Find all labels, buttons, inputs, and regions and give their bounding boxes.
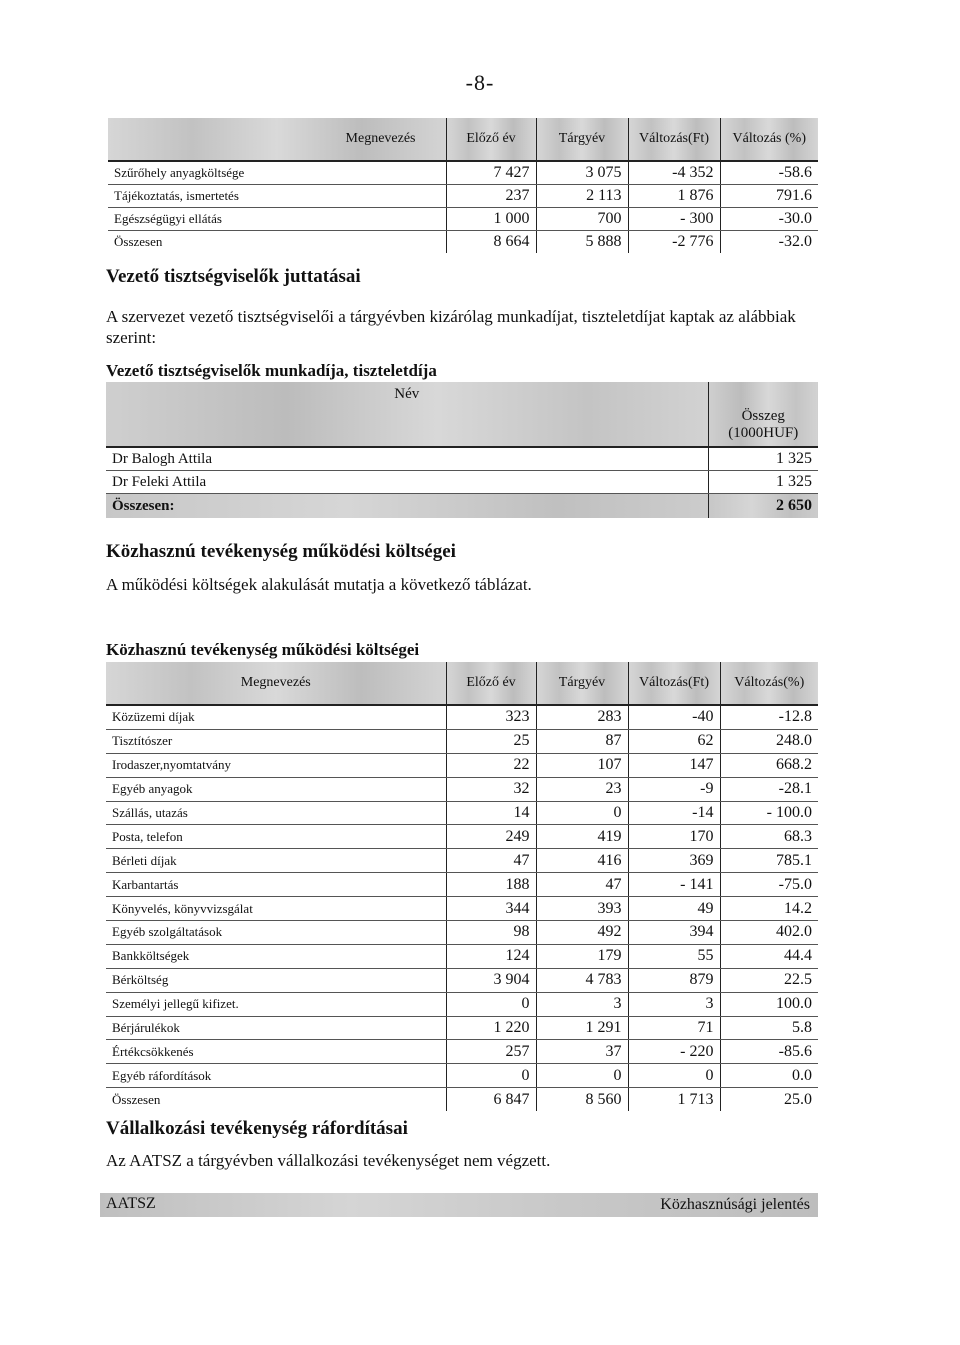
row-value: 402.0: [720, 921, 818, 945]
row-label: Bérköltség: [106, 968, 446, 992]
row-value: 188: [446, 873, 536, 897]
row-value: -58.6: [720, 161, 818, 185]
row-value: 68.3: [720, 825, 818, 849]
col-header-officer-name: Név: [106, 382, 708, 447]
row-value: 5.8: [720, 1016, 818, 1040]
row-value: 416: [536, 849, 628, 873]
business-heading: Vállalkozási tevékenység ráfordításai: [106, 1118, 408, 1139]
row-value: 369: [628, 849, 720, 873]
row-value: 4 783: [536, 968, 628, 992]
row-value: - 100.0: [720, 801, 818, 825]
row-value: 394: [628, 921, 720, 945]
table-row: [106, 825, 818, 849]
table-header-row: [106, 662, 818, 705]
total-value: 2 650: [708, 494, 818, 519]
table-row: [108, 231, 818, 254]
row-value: 1 000: [446, 208, 536, 231]
officers-paragraph: A szervezet vezető tisztségviselői a tárgyévben kizárólag munkadíjat, tiszteletdíjat kaptak az alábbiak szerint:: [106, 307, 796, 347]
table-row: [106, 777, 818, 801]
row-label: Könyvelés, könyvvizsgálat: [106, 897, 446, 921]
row-value: 107: [536, 753, 628, 777]
row-value: 1 713: [628, 1088, 720, 1111]
row-value: -28.1: [720, 777, 818, 801]
row-label: Értékcsökkenés: [106, 1040, 446, 1064]
col-header-current-year: Tárgyév: [536, 118, 628, 161]
row-value: 25: [446, 729, 536, 753]
row-value: -14: [628, 801, 720, 825]
row-value: -4 352: [628, 161, 720, 185]
row-value: 25.0: [720, 1088, 818, 1111]
col-header-prev-year: Előző év: [446, 662, 536, 705]
row-value: 323: [446, 705, 536, 729]
row-value: 22: [446, 753, 536, 777]
table-row: [106, 1088, 818, 1111]
row-value: 0: [536, 801, 628, 825]
row-value: 23: [536, 777, 628, 801]
row-value: 47: [536, 873, 628, 897]
row-value: 32: [446, 777, 536, 801]
col-header-name: Megnevezés: [106, 662, 446, 705]
row-value: 248.0: [720, 729, 818, 753]
row-label: Személyi jellegű kifizet.: [106, 992, 446, 1016]
row-value: 700: [536, 208, 628, 231]
row-value: 0: [628, 1064, 720, 1088]
row-value: 3 904: [446, 968, 536, 992]
table-row: [108, 185, 818, 208]
row-value: 100.0: [720, 992, 818, 1016]
row-label: Posta, telefon: [106, 825, 446, 849]
row-label: Szállás, utazás: [106, 801, 446, 825]
row-value: -85.6: [720, 1040, 818, 1064]
row-value: 179: [536, 944, 628, 968]
row-value: 237: [446, 185, 536, 208]
row-value: 1 291: [536, 1016, 628, 1040]
table-row: [106, 729, 818, 753]
table-row: [106, 944, 818, 968]
col-header-change-ft: Változás(Ft): [628, 662, 720, 705]
total-row: [106, 494, 818, 519]
col-header-change-ft: Változás(Ft): [628, 118, 720, 161]
row-value: -30.0: [720, 208, 818, 231]
screening-costs-table: [108, 118, 818, 253]
row-value: 22.5: [720, 968, 818, 992]
row-value: 2 113: [536, 185, 628, 208]
table-row: [108, 208, 818, 231]
row-value: 47: [446, 849, 536, 873]
table-row: [106, 897, 818, 921]
row-value: 6 847: [446, 1088, 536, 1111]
col-header-amount: Összeg (1000HUF): [708, 382, 818, 447]
row-value: 5 888: [536, 231, 628, 254]
table-row: [106, 1064, 818, 1088]
row-value: - 220: [628, 1040, 720, 1064]
row-value: 170: [628, 825, 720, 849]
row-value: 492: [536, 921, 628, 945]
costs-table-title: Közhasznú tevékenység működési költségei: [106, 640, 420, 659]
row-label: Irodaszer,nyomtatvány: [106, 753, 446, 777]
row-value: 1 220: [446, 1016, 536, 1040]
row-value: 37: [536, 1040, 628, 1064]
table-row: [106, 873, 818, 897]
col-header-prev-year: Előző év: [446, 118, 536, 161]
row-value: 257: [446, 1040, 536, 1064]
costs-paragraph: A működési költségek alakulását mutatja a következő táblázat.: [106, 575, 532, 594]
officers-table-title: Vezető tisztségviselők munkadíja, tiszteletdíja: [106, 361, 437, 380]
total-label: Összesen:: [106, 494, 708, 519]
row-value: 0: [446, 992, 536, 1016]
row-label: Közüzemi díjak: [106, 705, 446, 729]
row-value: 419: [536, 825, 628, 849]
table-row: [106, 1016, 818, 1040]
table-row: [106, 968, 818, 992]
row-value: -40: [628, 705, 720, 729]
row-value: 393: [536, 897, 628, 921]
officer-name: Dr Feleki Attila: [106, 471, 708, 494]
table-row: [106, 447, 818, 471]
row-label: Egyéb ráfordítások: [106, 1064, 446, 1088]
col-header-current-year: Tárgyév: [536, 662, 628, 705]
row-value: - 141: [628, 873, 720, 897]
row-label: Egészségügyi ellátás: [108, 208, 446, 231]
row-value: 3: [628, 992, 720, 1016]
row-label: Bérleti díjak: [106, 849, 446, 873]
row-value: -32.0: [720, 231, 818, 254]
page-number: -8-: [465, 70, 495, 95]
row-value: 124: [446, 944, 536, 968]
row-value: 8 560: [536, 1088, 628, 1111]
row-value: 0: [536, 1064, 628, 1088]
row-value: 3: [536, 992, 628, 1016]
col-header-change-pct: Változás (%): [720, 118, 818, 161]
row-value: 791.6: [720, 185, 818, 208]
table-row: [106, 705, 818, 729]
row-value: 98: [446, 921, 536, 945]
table-row: [106, 753, 818, 777]
row-label: Összesen: [114, 234, 163, 249]
row-value: - 300: [628, 208, 720, 231]
row-value: 7 427: [446, 161, 536, 185]
row-value: 62: [628, 729, 720, 753]
row-value: 0: [446, 1064, 536, 1088]
row-value: 14: [446, 801, 536, 825]
officers-fee-table: [106, 382, 818, 518]
row-value: -9: [628, 777, 720, 801]
row-value: -75.0: [720, 873, 818, 897]
page-footer: [100, 1193, 818, 1217]
business-paragraph: Az AATSZ a tárgyévben vállalkozási tevékenységet nem végzett.: [106, 1151, 551, 1170]
row-value: 785.1: [720, 849, 818, 873]
footer-org: AATSZ: [106, 1195, 156, 1212]
row-value: 249: [446, 825, 536, 849]
row-label: Szűrőhely anyagköltsége: [108, 161, 446, 185]
row-label: Karbantartás: [106, 873, 446, 897]
row-label: Bérjárulékok: [106, 1016, 446, 1040]
row-label: Összesen: [112, 1091, 161, 1107]
col-header-change-pct: Változás(%): [720, 662, 818, 705]
operating-costs-table: [106, 662, 818, 1111]
table-row: [108, 161, 818, 185]
officer-name: Dr Balogh Attila: [106, 447, 708, 471]
footer-report-title: Közhasznúsági jelentés: [660, 1196, 810, 1213]
row-value: 71: [628, 1016, 720, 1040]
officer-amount: 1 325: [708, 447, 818, 471]
row-value: 668.2: [720, 753, 818, 777]
row-value: -2 776: [628, 231, 720, 254]
row-value: 49: [628, 897, 720, 921]
table-row: [106, 849, 818, 873]
table-header-row: [108, 118, 818, 161]
table-row: [106, 992, 818, 1016]
row-value: 3 075: [536, 161, 628, 185]
row-label: Tisztítószer: [106, 729, 446, 753]
row-value: 14.2: [720, 897, 818, 921]
table-row: [106, 921, 818, 945]
row-value: 344: [446, 897, 536, 921]
row-value: 55: [628, 944, 720, 968]
row-value: 283: [536, 705, 628, 729]
table-row: [106, 801, 818, 825]
row-value: 879: [628, 968, 720, 992]
row-label: Egyéb anyagok: [106, 777, 446, 801]
row-label: Egyéb szolgáltatások: [106, 921, 446, 945]
row-label: Tájékoztatás, ismertetés: [108, 185, 446, 208]
officer-amount: 1 325: [708, 471, 818, 494]
row-value: 1 876: [628, 185, 720, 208]
costs-heading: Közhasznú tevékenység működési költségei: [106, 541, 456, 562]
officers-heading: Vezető tisztségviselők juttatásai: [106, 266, 361, 287]
row-value: 87: [536, 729, 628, 753]
row-value: 147: [628, 753, 720, 777]
row-value: 8 664: [446, 231, 536, 254]
table-row: [106, 471, 818, 494]
table-row: [106, 1040, 818, 1064]
row-value: 44.4: [720, 944, 818, 968]
row-value: 0.0: [720, 1064, 818, 1088]
col-header-name: Megnevezés: [108, 118, 446, 161]
row-value: -12.8: [720, 705, 818, 729]
table-header-row: [106, 382, 818, 447]
row-label: Bankköltségek: [106, 944, 446, 968]
